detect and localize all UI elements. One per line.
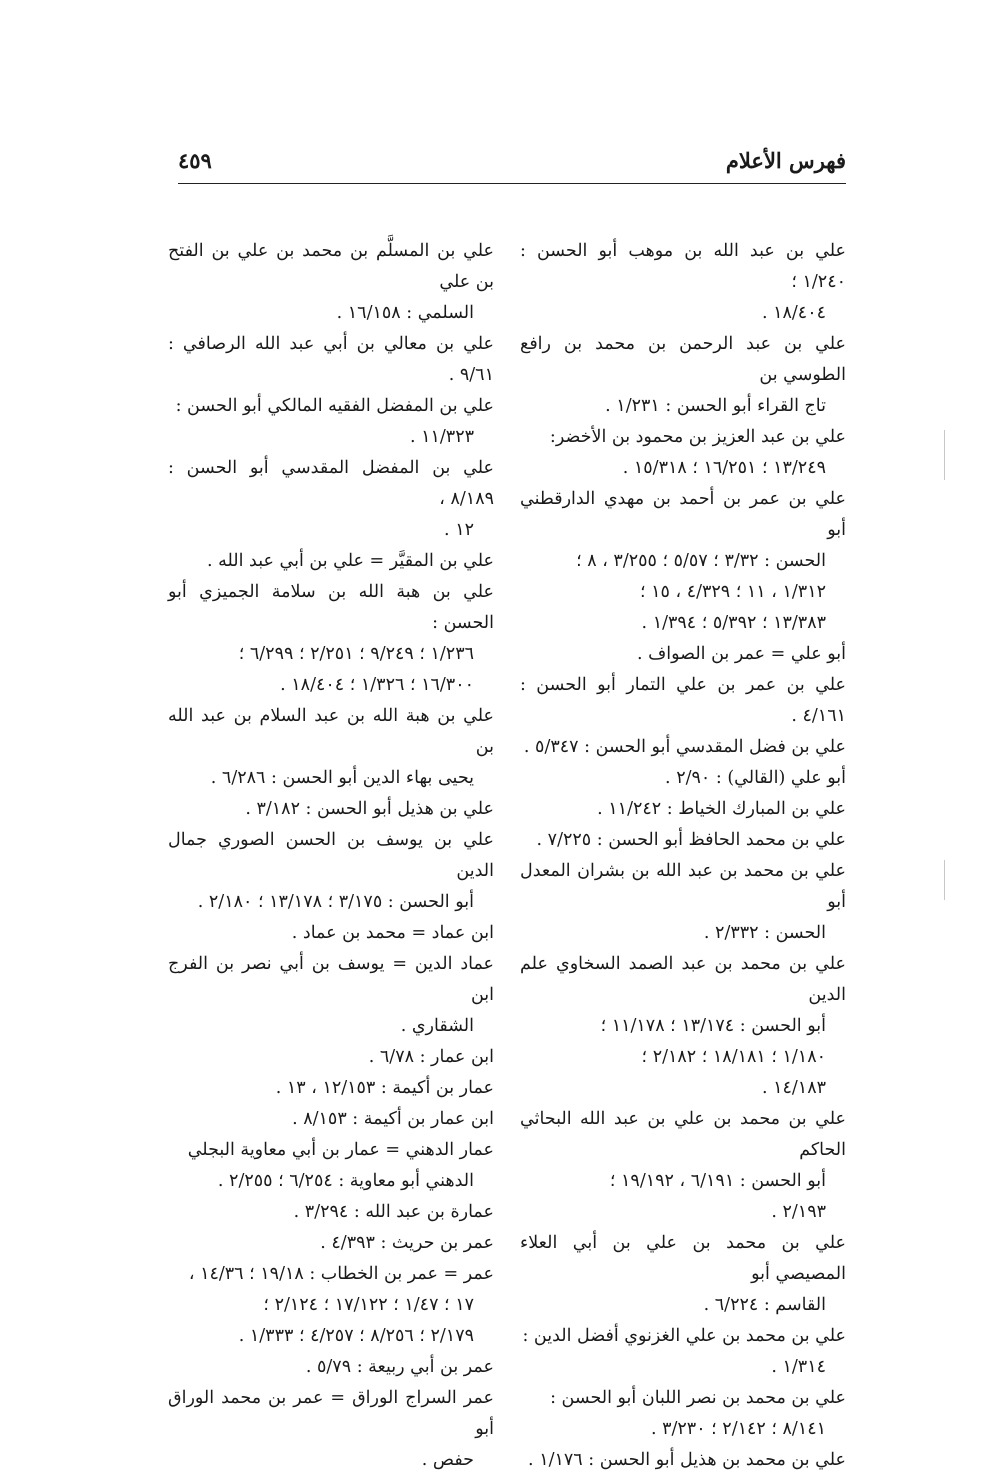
- index-entry: [168, 391, 494, 453]
- margin-mark: [944, 860, 945, 900]
- index-entry-line: ١٣/٢٤٩ ؛ ١٦/٢٥١ ؛ ١٥/٣١٨ .: [622, 458, 826, 478]
- index-entry-line: علي بن محمد بن هذيل أبو الحسن : ١/١٧٦ .: [528, 1450, 846, 1470]
- index-entry: [168, 794, 494, 825]
- index-entry-line: عمر السراج الوراق = عمر بن محمد الوراق أبو: [168, 1388, 494, 1439]
- index-entry: [520, 1445, 846, 1476]
- index-entry-line: علي بن محمد بن علي بن عبد الله البحاثي الحاكم: [520, 1109, 846, 1160]
- page-header: [178, 140, 846, 184]
- index-entry-line: ١/٢٣٦ ؛ ٩/٢٤٩ ؛ ٢/٢٥١ ؛ ٦/٢٩٩ ؛: [238, 644, 474, 664]
- index-entry: [168, 1228, 494, 1259]
- page-number: ٤٥٩: [178, 148, 212, 173]
- index-entry-line: أبو علي (القالي) : ٢/٩٠ .: [665, 768, 846, 788]
- index-entry-line: ابن عمار : ٦/٧٨ .: [368, 1047, 494, 1067]
- index-entry-line: علي بن هذيل أبو الحسن : ٣/١٨٢ .: [245, 799, 494, 819]
- index-entry: [520, 1321, 846, 1383]
- index-entry: [168, 1259, 494, 1352]
- index-entry-line: يحيى بهاء الدين أبو الحسن : ٦/٢٨٦ .: [210, 768, 474, 788]
- index-entry-line: ابن عماد = محمد بن عماد .: [291, 923, 494, 943]
- index-entry: [520, 732, 846, 763]
- index-entry: [520, 484, 846, 639]
- index-entry-line: علي بن يوسف بن الحسن الصوري جمال الدين: [168, 830, 494, 881]
- index-entry-line: علي بن عمر بن أحمد بن مهدي الدارقطني أبو: [520, 489, 846, 540]
- index-entry-line: السلمي : ١٦/١٥٨ .: [336, 303, 474, 323]
- index-entry-line: علي بن هبة الله بن سلامة الجميزي أبو الحسن :: [168, 582, 494, 633]
- index-entry: [520, 329, 846, 422]
- index-entry-line: ١١/٣٢٣ .: [409, 427, 474, 447]
- index-entry: [168, 236, 494, 329]
- index-entry-line: علي بن فضل المقدسي أبو الحسن : ٥/٣٤٧ .: [523, 737, 846, 757]
- index-entry: [520, 422, 846, 484]
- index-entry-line: ١/٣١٢ ، ١١ ؛ ٤/٣٢٩ ، ١٥ ؛: [639, 582, 826, 602]
- index-entry-line: القاسم : ٦/٢٢٤ .: [703, 1295, 826, 1315]
- index-entry: [168, 1042, 494, 1073]
- index-entry-line: علي بن محمد بن عبد الصمد السخاوي علم الدين: [520, 954, 846, 1005]
- index-entry: [168, 918, 494, 949]
- index-entry-line: علي بن المسلَّم بن محمد بن علي بن الفتح بن علي: [168, 241, 494, 292]
- index-entry-line: علي بن المفضل الفقيه المالكي أبو الحسن :: [175, 396, 494, 416]
- index-entry-line: حفص .: [421, 1450, 474, 1470]
- index-entry-line: ١/١٨٠ ؛ ١٨/١٨١ ؛ ٢/١٨٢ ؛: [641, 1047, 826, 1067]
- index-entry-line: علي بن عمر بن علي التمار أبو الحسن : ٤/١٦١ .: [520, 675, 846, 726]
- index-entry-line: ٢/١٧٩ ؛ ٨/٢٥٦ ؛ ٤/٢٥٧ ؛ ١/٣٣٣ .: [238, 1326, 474, 1346]
- index-entry-line: عمار بن أكيمة : ١٢/١٥٣ ، ١٣ .: [275, 1078, 494, 1098]
- index-entry-line: علي بن محمد بن عبد الله بن بشران المعدل أبو: [520, 861, 846, 912]
- index-entry: [168, 453, 494, 546]
- index-entry: [520, 1228, 846, 1321]
- index-entry-line: ١٣/٣٨٣ ؛ ٥/٣٩٢ ؛ ١/٣٩٤ .: [641, 613, 826, 633]
- index-entry-line: ٨/١٤١ ؛ ٢/١٤٢ ؛ ٣/٢٣٠ .: [650, 1419, 826, 1439]
- index-entry-line: الشقاري .: [400, 1016, 474, 1036]
- index-entry-line: علي بن محمد بن علي بن أبي العلاء المصيصي أبو: [520, 1233, 846, 1284]
- index-entry: [520, 856, 846, 949]
- index-entry-line: أبو الحسن : ٣/١٧٥ ؛ ١٣/١٧٨ ؛ ٢/١٨٠ .: [197, 892, 474, 912]
- index-column-left: [168, 236, 494, 1476]
- index-entry-line: ١٢ .: [444, 520, 474, 540]
- index-entry-line: عماد الدين = يوسف بن أبي نصر بن الفرج ابن: [168, 954, 494, 1005]
- index-entry: [168, 1135, 494, 1197]
- index-entry-line: ١٧ ؛ ١/٤٧ ؛ ١٧/١٢٢ ؛ ٢/١٢٤ ؛: [263, 1295, 474, 1315]
- index-entry-line: عمار الدهني = عمار بن أبي معاوية البجلي: [187, 1140, 494, 1160]
- index-entry: [168, 701, 494, 794]
- index-entry: [520, 763, 846, 794]
- index-entry: [520, 794, 846, 825]
- index-entry: [168, 577, 494, 701]
- index-entry-line: علي بن المفضل المقدسي أبو الحسن : ٨/١٨٩ ،: [168, 458, 494, 509]
- index-entry-line: الحسن : ٣/٣٢ ؛ ٥/٥٧ ؛ ٣/٢٥٥ ، ٨ ؛: [576, 551, 826, 571]
- index-entry-line: علي بن عبد الرحمن بن محمد بن رافع الطوسي بن: [520, 334, 846, 385]
- index-entry-line: عمر بن حريث : ٤/٣٩٣ .: [320, 1233, 494, 1253]
- index-entry: [168, 546, 494, 577]
- index-entry: [520, 639, 846, 670]
- index-column-right: [520, 236, 846, 1476]
- index-entry-line: علي بن عبد العزيز بن محمود بن الأخضر:: [549, 427, 846, 447]
- index-entry-line: عمر = عمر بن الخطاب : ١٩/١٨ ؛ ١٤/٣٦ ،: [188, 1264, 494, 1284]
- index-entry: [520, 236, 846, 329]
- index-entry-line: ١٤/١٨٣ .: [761, 1078, 826, 1098]
- index-entry: [520, 949, 846, 1104]
- index-entry: [520, 1104, 846, 1228]
- index-entry: [520, 1383, 846, 1445]
- index-entry-line: ١٦/٣٠٠ ؛ ١/٣٢٦ ؛ ١٨/٤٠٤ .: [280, 675, 474, 695]
- index-entry-line: عمارة بن عبد الله : ٣/٢٩٤ .: [293, 1202, 494, 1222]
- header-rule: [178, 183, 846, 184]
- index-entry-line: ٢/١٩٣ .: [771, 1202, 826, 1222]
- running-title: فهرس الأعلام: [725, 148, 846, 173]
- index-entry-line: عمر بن أبي ربيعة : ٥/٧٩ .: [305, 1357, 494, 1377]
- index-entry-line: ١٨/٤٠٤ .: [761, 303, 826, 323]
- index-entry-line: علي بن محمد بن علي الغزنوي أفضل الدين :: [522, 1326, 846, 1346]
- index-entry-line: علي بن عبد الله بن موهب أبو الحسن : ١/٢٤٠ ؛: [520, 241, 846, 292]
- index-entry: [168, 1073, 494, 1104]
- index-entry-line: علي بن محمد بن نصر اللبان أبو الحسن :: [550, 1388, 846, 1408]
- index-entry: [168, 949, 494, 1042]
- margin-mark: [944, 430, 945, 480]
- index-entry-line: أبو الحسن : ٦/١٩١ ، ١٩/١٩٢ ؛: [609, 1171, 826, 1191]
- index-entry: [168, 1104, 494, 1135]
- index-entry: [520, 825, 846, 856]
- index-entry-line: علي بن محمد الحافظ أبو الحسن : ٧/٢٢٥ .: [536, 830, 846, 850]
- index-entry: [168, 329, 494, 391]
- index-entry-line: أبو الحسن : ١٣/١٧٤ ؛ ١١/١٧٨ ؛: [600, 1016, 826, 1036]
- index-entry-line: تاج القراء أبو الحسن : ١/٢٣١ .: [605, 396, 826, 416]
- index-entry-line: الدهني أبو معاوية : ٦/٢٥٤ ؛ ٢/٢٥٥ .: [217, 1171, 474, 1191]
- index-entry-line: الحسن : ٢/٣٣٢ .: [703, 923, 826, 943]
- index-entry-line: ابن عمار بن أكيمة : ٨/١٥٣ .: [292, 1109, 494, 1129]
- index-entry-line: علي بن المقيَّر = علي بن أبي عبد الله .: [206, 551, 494, 571]
- index-entry: [168, 1383, 494, 1476]
- index-entry-line: أبو علي = عمر بن الصواف .: [636, 644, 846, 664]
- index-entry-line: ١/٣١٤ .: [771, 1357, 826, 1377]
- index-entry: [168, 1352, 494, 1383]
- index-entry: [520, 670, 846, 732]
- index-entry: [168, 825, 494, 918]
- index-entry: [168, 1197, 494, 1228]
- index-entry-line: علي بن هبة الله بن عبد السلام بن عبد الله بن: [168, 706, 494, 757]
- index-entry-line: علي بن المبارك الخياط : ١١/٢٤٢ .: [597, 799, 846, 819]
- index-entry-line: علي بن معالي بن أبي عبد الله الرصافي : ٩/٦١ .: [168, 334, 494, 385]
